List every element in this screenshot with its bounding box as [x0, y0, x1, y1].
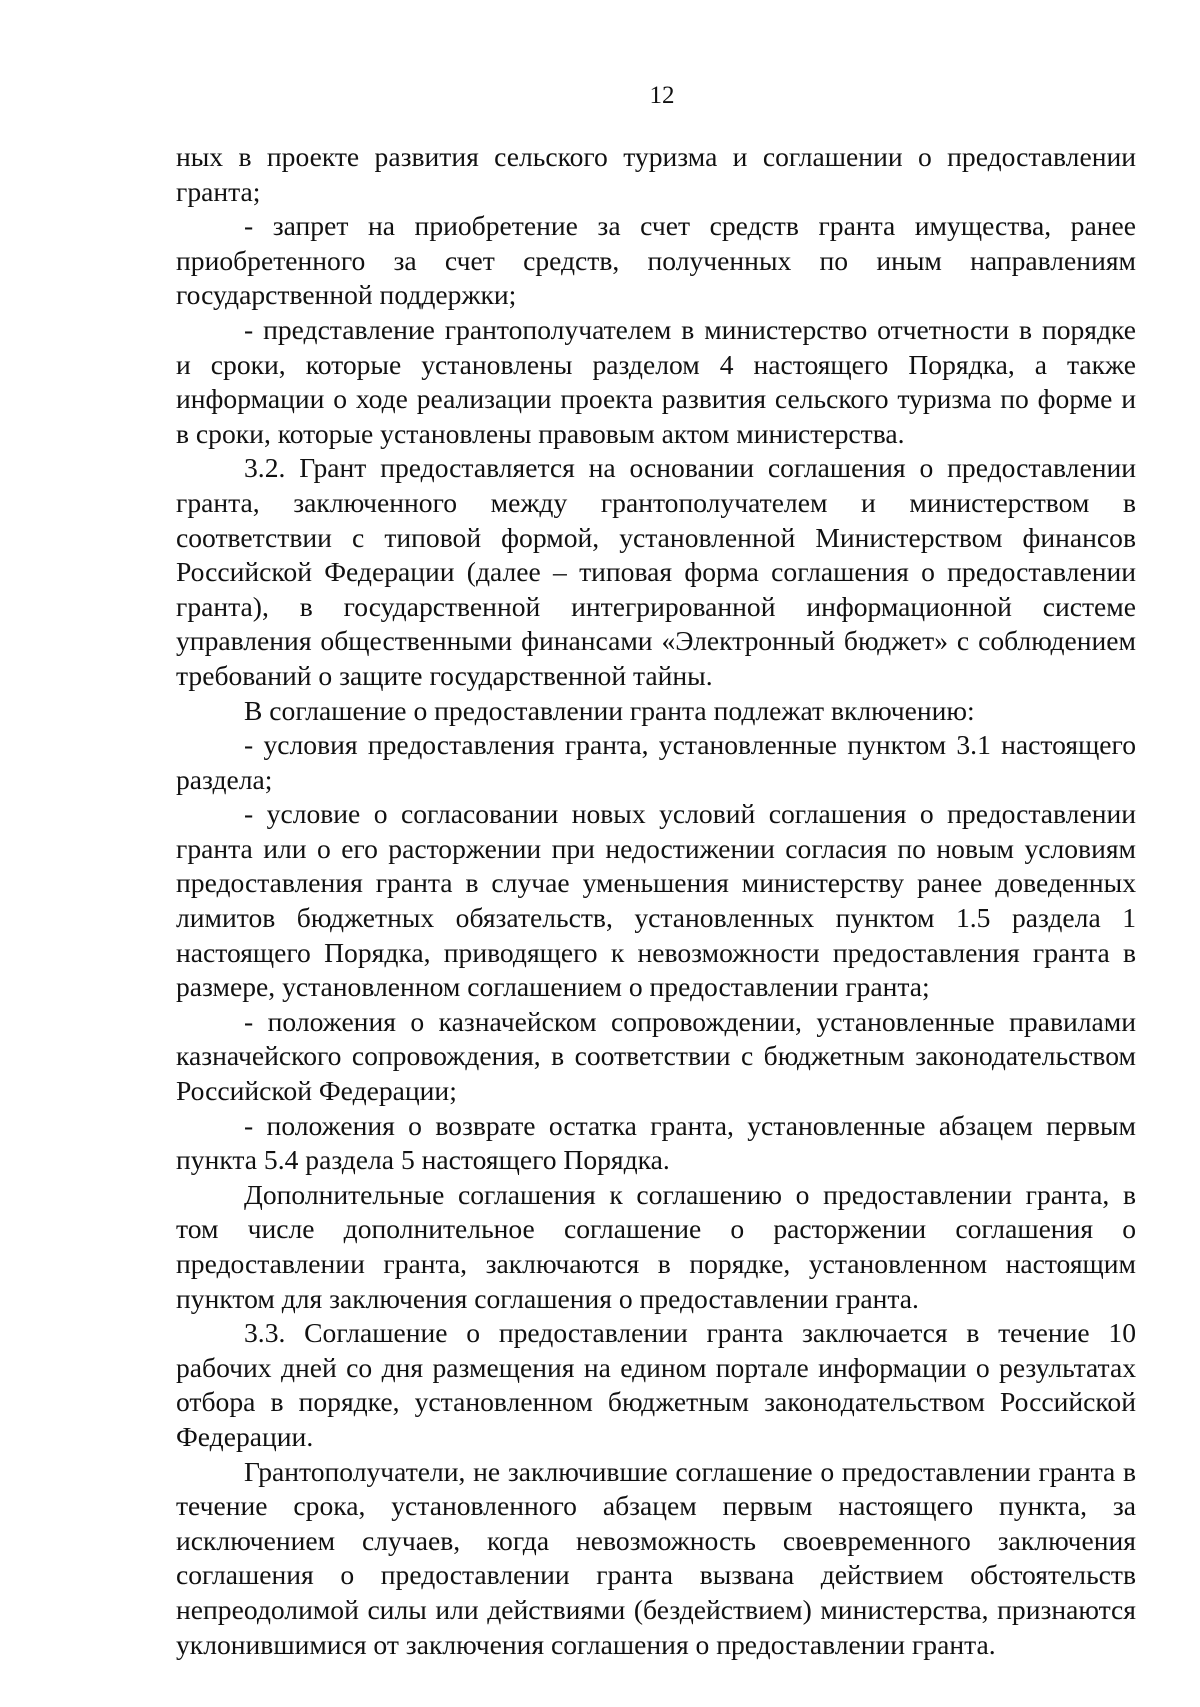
page-number: 12 — [649, 82, 675, 109]
paragraph: Дополнительные соглашения к соглашению о предоставлении гранта, в том числе дополнительное соглашение о расторжении соглашения о предоставлении гранта, заключаются в порядке, установленном настоящим пунктом для заключения соглашения о предоставлении гранта. — [176, 1178, 1136, 1314]
paragraph: В соглашение о предоставлении гранта подлежат включению: — [244, 694, 975, 726]
paragraph: Грантополучатели, не заключившие соглашение о предоставлении гранта в течение срока, установленного абзацем первым настоящего пункта, за исключением случаев, когда невозможность своевременного заключения соглашения о предоставлении гранта вызвана действием обстоятельств непреодолимой силы или действиями (бездействием) министерства, признаются уклонившимися от заключения соглашения о предоставлении гранта. — [176, 1455, 1136, 1660]
paragraph: 3.3. Соглашение о предоставлении гранта заключается в течение 10 рабочих дней со дня размещения на едином портале информации о результатах отбора в порядке, установленном бюджетным законодательством Российской Федерации. — [176, 1317, 1136, 1452]
document-body — [176, 140, 1136, 1662]
paragraph: - положения о возврате остатка гранта, установленные абзацем первым пункта 5.4 раздела 5 настоящего Порядка. — [176, 1109, 1136, 1176]
paragraph: - условия предоставления гранта, установленные пунктом 3.1 настоящего раздела; — [176, 729, 1136, 795]
paragraph: 3.2. Грант предоставляется на основании соглашения о предоставлении гранта, заключенного между грантополучателем и министерством в соответствии с типовой формой, установленной Министерством финансов Российской Федерации (далее – типовая форма соглашения о предоставлении гранта), в государственной интегрированной информационной системе управления общественными финансами «Электронный бюджет» с соблюдением требований о защите государственной тайны. — [176, 452, 1136, 691]
paragraph: - условие о согласовании новых условий соглашения о предоставлении гранта или о его расторжении при недостижении согласия по новым условиям предоставления гранта в случае уменьшения министерству ранее доведенных лимитов бюджетных обязательств, установленных пунктом 1.5 раздела 1 настоящего Порядка, приводящего к невозможности предоставления гранта в размере, установленном соглашением о предоставлении гранта; — [176, 798, 1136, 1003]
paragraph: - запрет на приобретение за счет средств гранта имущества, ранее приобретенного за счет средств, полученных по иным направлениям государственной поддержки; — [176, 210, 1136, 311]
paragraph: - представление грантополучателем в министерство отчетности в порядке и сроки, которые установлены разделом 4 настоящего Порядка, а также информации о ходе реализации проекта развития сельского туризма по форме и в сроки, которые установлены правовым актом министерства. — [176, 313, 1136, 449]
paragraph-continuation: ных в проекте развития сельского туризма и соглашении о предоставлении гранта; — [176, 141, 1136, 207]
paragraph: - положения о казначейском сопровождении, установленные правилами казначейского сопровождения, в соответствии с бюджетным законодательством Российской Федерации; — [176, 1005, 1136, 1107]
